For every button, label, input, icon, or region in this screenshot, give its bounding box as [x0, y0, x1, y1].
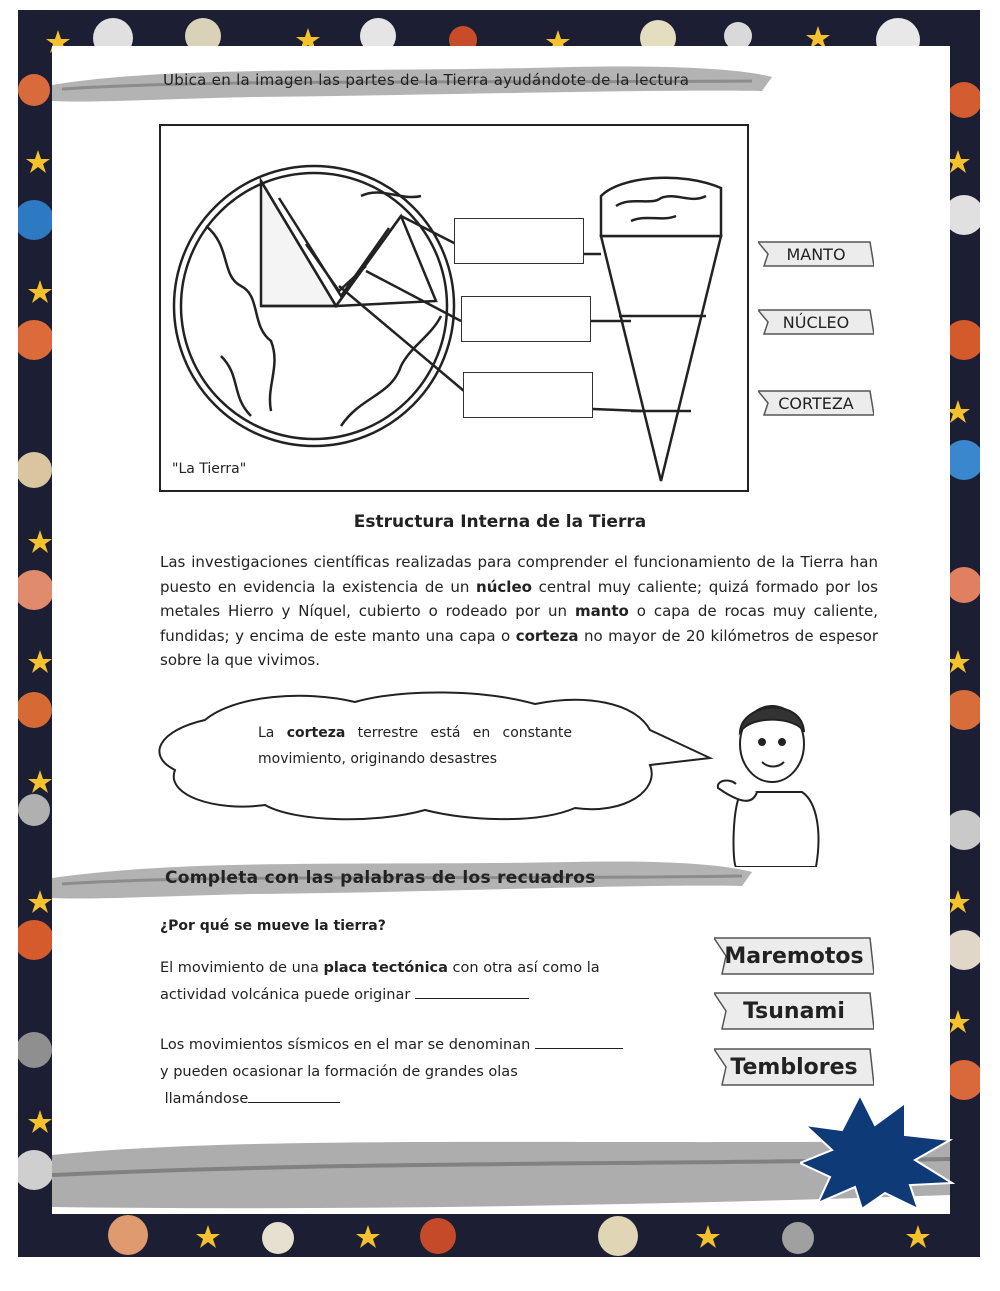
drag-tag-nucleo[interactable]	[758, 308, 874, 336]
sentence-1	[160, 955, 600, 1009]
text-fragment: terrestre está en constante movimiento, originando desastres	[258, 725, 572, 767]
drag-tag-manto[interactable]	[758, 240, 874, 268]
reading-title: Estructura Interna de la Tierra	[353, 512, 647, 532]
word-tag-temblores[interactable]	[714, 1047, 874, 1087]
text-fragment: El movimiento de una	[160, 960, 324, 976]
word-tag-maremotos[interactable]	[714, 936, 874, 976]
exercise-question: ¿Por qué se mueve la tierra?	[160, 918, 386, 934]
keyword-corteza: corteza	[515, 626, 579, 645]
text-fragment: actividad volcánica puede originar	[160, 987, 411, 1003]
text-fragment: Los movimientos sísmicos en el mar se denominan	[160, 1037, 531, 1053]
text-fragment: con otra así como la	[447, 960, 600, 976]
keyword-nucleo: núcleo	[476, 577, 532, 596]
answer-box-1[interactable]	[454, 218, 584, 264]
keyword-corteza: corteza	[286, 725, 346, 741]
text-fragment: o capa de rocas muy caliente, fundidas; y encima de este manto una capa o	[160, 602, 879, 645]
instruction-locate: Ubica en la imagen las partes de la Tierra ayudándote de la lectura	[163, 71, 690, 89]
text-fragment: La	[258, 725, 287, 741]
blank-input-3[interactable]	[248, 1102, 340, 1103]
text-fragment: central muy caliente; quizá formado por los metales Hierro y Níquel, cubierto o rodeado por un	[160, 577, 878, 620]
drag-tag-corteza[interactable]	[758, 389, 874, 417]
earth-diagram	[159, 124, 749, 492]
earth-globe-icon	[174, 166, 464, 446]
earth-illustration	[161, 126, 747, 490]
tag-label: Temblores	[730, 1054, 858, 1080]
text-fragment: Las investigaciones científicas realizadas para comprender el funcionamiento de la Tierra han puesto en evidencia la existencia de un	[160, 553, 878, 596]
earth-layers-cone-icon	[582, 178, 721, 481]
tag-label: NÚCLEO	[782, 312, 850, 332]
blank-input-1[interactable]	[415, 998, 529, 999]
sentence-2	[160, 1032, 623, 1113]
tag-label: Maremotos	[724, 943, 864, 969]
keyword-manto: manto	[574, 602, 629, 620]
speech-text	[258, 720, 572, 772]
diagram-caption: "La Tierra"	[172, 461, 247, 477]
keyword-placa: placa tectónica	[323, 960, 448, 976]
tag-label: MANTO	[786, 244, 846, 264]
boy-pointing-illustration	[712, 692, 827, 867]
tag-label: CORTEZA	[778, 393, 854, 413]
text-fragment: no mayor de 20 kilómetros de espesor sobre la que vivimos.	[160, 626, 878, 669]
word-tag-tsunami[interactable]	[714, 991, 874, 1031]
answer-box-3[interactable]	[463, 372, 593, 418]
burst-shape	[800, 1095, 955, 1210]
reading-paragraph	[160, 550, 878, 673]
text-fragment: y pueden ocasionar la formación de grandes olas	[160, 1064, 518, 1080]
answer-box-2[interactable]	[461, 296, 591, 342]
instruction-complete: Completa con las palabras de los recuadros	[165, 868, 596, 888]
tag-label: Tsunami	[743, 998, 845, 1024]
blank-input-2[interactable]	[535, 1048, 623, 1049]
text-fragment: llamándose	[164, 1091, 249, 1107]
